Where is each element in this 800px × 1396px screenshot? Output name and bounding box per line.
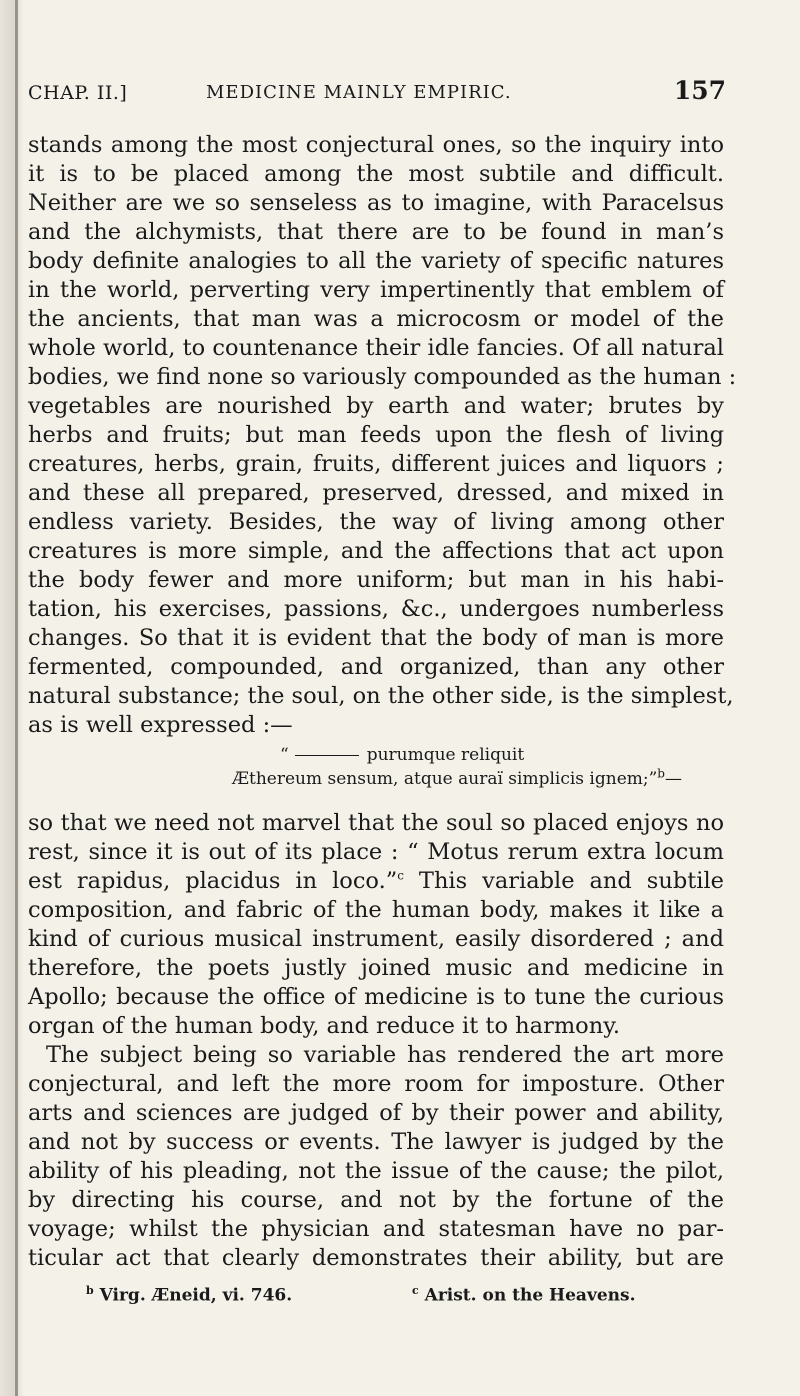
text-segment: This variable and subtile — [403, 868, 724, 894]
text-line: therefore, the poets justly joined music and medicine in — [28, 955, 724, 981]
text-line: voyage; whilst the physician and statesman have no par- — [28, 1216, 724, 1242]
quote-line-1 — [280, 744, 524, 766]
quote-line-2 — [232, 768, 682, 790]
elision-dash — [295, 755, 359, 756]
text-line: fermented, compounded, and organized, than any other — [28, 654, 724, 680]
text-line: and not by success or events. The lawyer is judged by the — [28, 1129, 724, 1155]
quote-tail: — — [664, 769, 682, 789]
text-line: vegetables are nourished by earth and water; brutes by — [28, 393, 724, 419]
text-line: it is to be placed among the most subtile and difficult. — [28, 161, 724, 187]
text-line: kind of curious musical instrument, easily disordered ; and — [28, 926, 724, 952]
text-line: ability of his pleading, not the issue of the cause; the pilot, — [28, 1158, 724, 1184]
text-line: natural substance; the soul, on the other side, is the simplest, — [28, 683, 734, 709]
text-line: tation, his exercises, passions, &c., undergoes numberless — [28, 596, 724, 622]
text-line: endless variety. Besides, the way of living among other — [28, 509, 724, 535]
text-line: herbs and fruits; but man feeds upon the flesh of living — [28, 422, 724, 448]
page-number: 157 — [673, 76, 726, 105]
text-line: rest, since it is out of its place : “ Motus rerum extra locum — [28, 839, 724, 865]
binding-edge-line — [15, 0, 18, 1396]
text-line: the ancients, that man was a microcosm or model of the — [28, 306, 724, 332]
text-line: and these all prepared, preserved, dressed, and mixed in — [28, 480, 724, 506]
quote-text: Æthereum sensum, atque auraï simplicis ignem;” — [232, 769, 658, 789]
text-segment: est rapidus, placidus in loco.” — [28, 868, 398, 894]
quote-text: purumque reliquit — [366, 745, 525, 765]
text-line: as is well expressed :— — [28, 712, 293, 738]
text-line: in the world, perverting very impertinently that emblem of — [28, 277, 724, 303]
text-line: organ of the human body, and reduce it to harmony. — [28, 1013, 621, 1039]
text-line: conjectural, and left the more room for imposture. Other — [28, 1071, 724, 1097]
text-line: stands among the most conjectural ones, so the inquiry into — [28, 132, 724, 158]
open-quote-mark: “ — [280, 745, 289, 765]
footnote-ref: b — [657, 766, 665, 781]
running-title: MEDICINE MAINLY EMPIRIC. — [206, 82, 512, 103]
text-line: so that we need not marvel that the soul so placed enjoys no — [28, 810, 724, 836]
text-line: ticular act that clearly demonstrates their ability, but are — [28, 1245, 724, 1271]
text-line: Neither are we so senseless as to imagine, with Paracelsus — [28, 190, 724, 216]
book-spine-shadow — [0, 0, 24, 1396]
text-line: creatures, herbs, grain, fruits, different juices and liquors ; — [28, 451, 724, 477]
text-line: by directing his course, and not by the fortune of the — [28, 1187, 724, 1213]
footnote-text: Virg. Æneid, vi. 746. — [99, 1285, 293, 1306]
footnote-ref: c — [397, 868, 404, 883]
text-line: the body fewer and more uniform; but man in his habi- — [28, 567, 724, 593]
text-line: arts and sciences are judged of by their power and ability, — [28, 1100, 724, 1126]
footnote-c — [412, 1280, 636, 1307]
footnote-text: Arist. on the Heavens. — [424, 1285, 636, 1306]
text-line: whole world, to countenance their idle fancies. Of all natural — [28, 335, 724, 361]
text-line: Apollo; because the office of medicine is to tune the curious — [28, 984, 724, 1010]
footnote-b — [86, 1280, 292, 1307]
footnote-marker: b — [86, 1284, 94, 1297]
text-line: and the alchymists, that there are to be found in man’s — [28, 219, 724, 245]
text-line: composition, and fabric of the human body, makes it like a — [28, 897, 724, 923]
text-line — [28, 866, 724, 896]
text-line: The subject being so variable has rendered the art more — [46, 1042, 724, 1068]
text-line: creatures is more simple, and the affections that act upon — [28, 538, 724, 564]
text-line: bodies, we find none so variously compounded as the human : — [28, 364, 737, 390]
footnote-marker: c — [412, 1284, 419, 1297]
chapter-label: CHAP. II.] — [28, 82, 128, 104]
text-line: changes. So that it is evident that the body of man is more — [28, 625, 724, 651]
running-header — [24, 76, 728, 112]
text-line: body definite analogies to all the variety of specific natures — [28, 248, 724, 274]
